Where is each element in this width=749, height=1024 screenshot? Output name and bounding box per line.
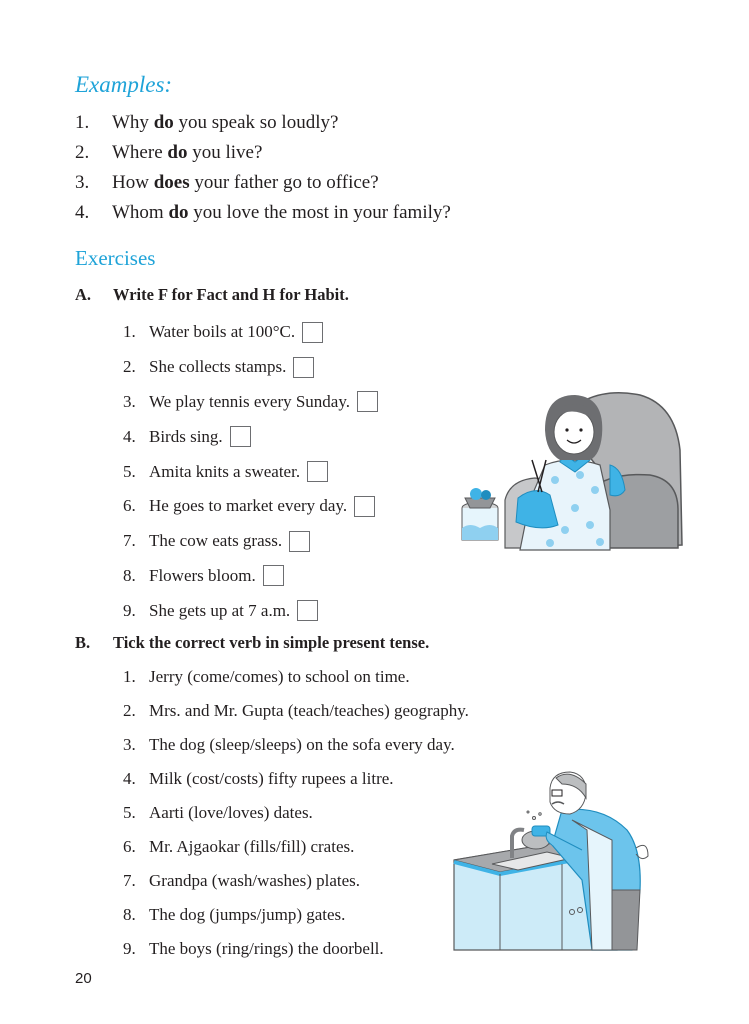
- item-number: 1.: [123, 667, 136, 686]
- list-item: [123, 489, 378, 524]
- item-number: 6.: [123, 837, 136, 856]
- list-item: [123, 454, 378, 489]
- answer-box[interactable]: [293, 357, 314, 378]
- example-item: [75, 168, 451, 198]
- examples-list: [75, 108, 451, 228]
- example-text: you love the most in your family?: [188, 202, 451, 223]
- examples-heading: Examples:: [75, 72, 173, 97]
- list-item: [123, 662, 469, 696]
- example-text: Whom: [112, 202, 169, 223]
- section-b-list: [123, 662, 469, 968]
- item-number: 4.: [123, 426, 136, 446]
- example-verb: does: [153, 172, 190, 193]
- list-item: [123, 696, 469, 730]
- item-number: 3.: [123, 735, 136, 754]
- section-instruction: Tick the correct verb in simple present tense.: [113, 633, 430, 652]
- section-a-list: [123, 315, 378, 628]
- item-text[interactable]: The dog (sleep/sleeps) on the sofa every day.: [149, 735, 455, 754]
- item-text: He goes to market every day.: [149, 496, 348, 516]
- item-text: She gets up at 7 a.m.: [149, 600, 291, 620]
- section-a-heading: [75, 285, 349, 305]
- item-number: 7.: [123, 871, 136, 890]
- example-number: 1.: [75, 112, 90, 133]
- example-text: you speak so loudly?: [173, 112, 339, 133]
- list-item: [123, 934, 469, 968]
- section-b-heading: [75, 633, 429, 653]
- section-letter: A.: [75, 285, 92, 304]
- answer-box[interactable]: [230, 426, 251, 447]
- answer-box[interactable]: [297, 600, 318, 621]
- item-text: We play tennis every Sunday.: [149, 391, 351, 411]
- item-text[interactable]: Mrs. and Mr. Gupta (teach/teaches) geography.: [149, 701, 469, 720]
- item-number: 5.: [123, 461, 136, 481]
- list-item: [123, 764, 469, 798]
- example-item: [75, 108, 451, 138]
- list-item: [123, 385, 378, 420]
- example-number: 3.: [75, 172, 90, 193]
- list-item: [123, 832, 469, 866]
- item-number: 3.: [123, 391, 136, 411]
- example-text: Why: [112, 112, 154, 133]
- item-number: 2.: [123, 357, 136, 377]
- item-text: Amita knits a sweater.: [149, 461, 301, 481]
- girl-knitting-illustration: [450, 380, 690, 560]
- answer-box[interactable]: [357, 391, 378, 412]
- item-number: 8.: [123, 565, 136, 585]
- list-item: [123, 798, 469, 832]
- list-item: [123, 593, 378, 628]
- item-number: 9.: [123, 600, 136, 620]
- item-text[interactable]: The dog (jumps/jump) gates.: [149, 905, 346, 924]
- list-item: [123, 315, 378, 350]
- list-item: [123, 900, 469, 934]
- list-item: [123, 419, 378, 454]
- example-text: How: [112, 172, 154, 193]
- example-item: [75, 198, 451, 228]
- answer-box[interactable]: [302, 322, 323, 343]
- section-letter: B.: [75, 633, 91, 652]
- item-number: 4.: [123, 769, 136, 788]
- answer-box[interactable]: [263, 565, 284, 586]
- answer-box[interactable]: [307, 461, 328, 482]
- example-text: your father go to office?: [189, 172, 379, 193]
- item-number: 2.: [123, 701, 136, 720]
- item-text[interactable]: Milk (cost/costs) fifty rupees a litre.: [149, 769, 394, 788]
- list-item: [123, 730, 469, 764]
- grandpa-washing-illustration: [452, 770, 682, 955]
- item-number: 8.: [123, 905, 136, 924]
- item-text[interactable]: Aarti (love/loves) dates.: [149, 803, 313, 822]
- page-number: 20: [75, 970, 92, 987]
- list-item: [123, 524, 378, 559]
- example-verb: do: [153, 112, 174, 133]
- example-text: Where: [112, 142, 168, 163]
- item-text[interactable]: Mr. Ajgaokar (fills/fill) crates.: [149, 837, 355, 856]
- answer-box[interactable]: [354, 496, 375, 517]
- list-item: [123, 559, 378, 594]
- item-number: 6.: [123, 496, 136, 516]
- item-number: 9.: [123, 939, 136, 958]
- example-verb: do: [168, 202, 189, 223]
- exercises-heading: Exercises: [75, 246, 156, 270]
- item-number: 7.: [123, 531, 136, 551]
- item-text[interactable]: Grandpa (wash/washes) plates.: [149, 871, 361, 890]
- example-number: 2.: [75, 142, 90, 163]
- list-item: [123, 350, 378, 385]
- example-item: [75, 138, 451, 168]
- item-text[interactable]: Jerry (come/comes) to school on time.: [149, 667, 410, 686]
- section-instruction: Write F for Fact and H for Habit.: [113, 285, 349, 304]
- item-number: 5.: [123, 803, 136, 822]
- item-text: Flowers bloom.: [149, 565, 256, 585]
- example-verb: do: [167, 142, 188, 163]
- item-text[interactable]: The boys (ring/rings) the doorbell.: [149, 939, 384, 958]
- item-text: The cow eats grass.: [149, 531, 283, 551]
- answer-box[interactable]: [289, 531, 310, 552]
- example-number: 4.: [75, 202, 90, 223]
- item-text: Water boils at 100°C.: [149, 322, 296, 342]
- item-text: She collects stamps.: [149, 357, 287, 377]
- item-text: Birds sing.: [149, 426, 223, 446]
- list-item: [123, 866, 469, 900]
- item-number: 1.: [123, 322, 136, 342]
- example-text: you live?: [187, 142, 263, 163]
